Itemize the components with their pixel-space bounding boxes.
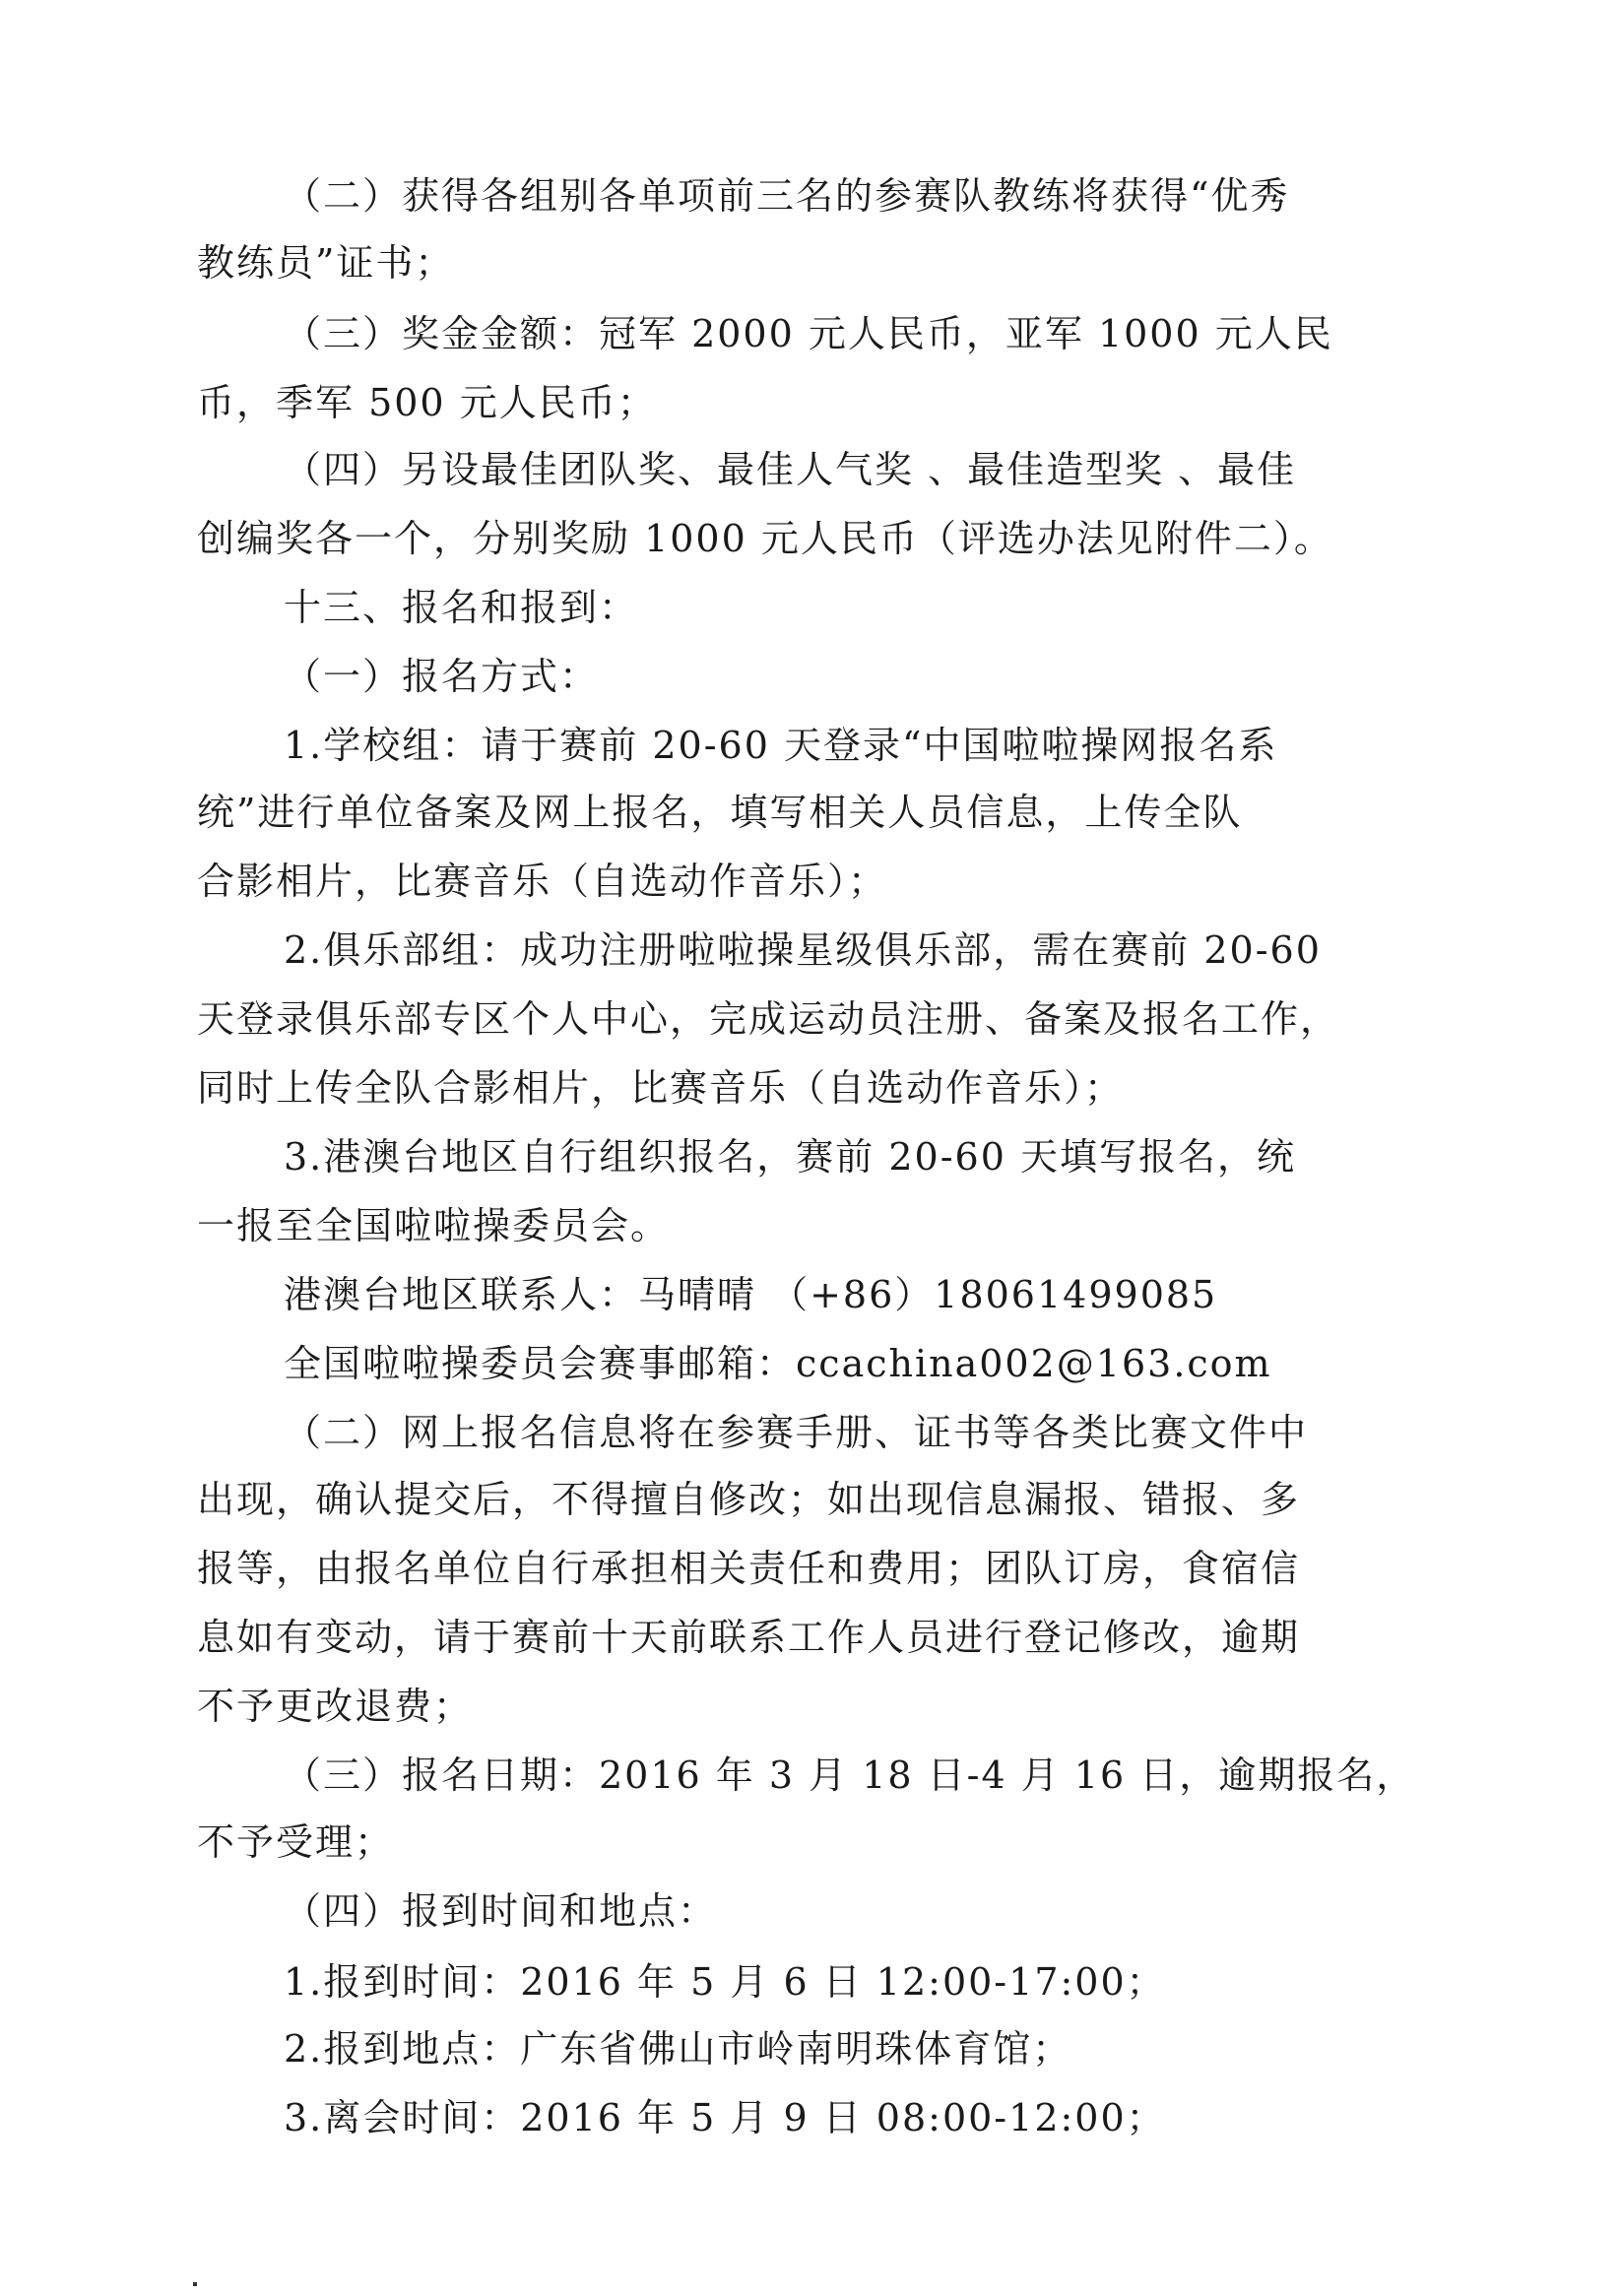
subsection-heading: （一）报名方式： [284, 655, 600, 698]
paragraph-line: 不予更改退费； [197, 1685, 474, 1728]
paragraph-line: 息如有变动，请于赛前十天前联系工作人员进行登记修改，逾期 [197, 1616, 1301, 1659]
paragraph-line: 2.俱乐部组：成功注册啦啦操星级俱乐部，需在赛前 20-60 [284, 928, 1322, 972]
paragraph-line: 3.离会时间：2016 年 5 月 9 日 08:00-12:00； [284, 2096, 1166, 2139]
paragraph-line: 1.报到时间：2016 年 5 月 6 日 12:00-17:00； [284, 1960, 1166, 2004]
paragraph-line: 合影相片，比赛音乐（自选动作音乐）； [197, 860, 888, 903]
paragraph-line: 同时上传全队合影相片，比赛音乐（自选动作音乐）； [197, 1066, 1125, 1110]
paragraph-line: （二）获得各组别各单项前三名的参赛队教练将获得“优秀 [284, 174, 1290, 218]
paragraph-line: 币，季军 500 元人民币； [197, 381, 657, 424]
section-heading: 十三、报名和报到： [284, 586, 639, 629]
paragraph-line: 一报至全国啦啦操委员会。 [197, 1204, 671, 1247]
paragraph-line: 不予受理； [197, 1820, 395, 1864]
scan-speck [193, 2282, 197, 2286]
paragraph-line: （四）另设最佳团队奖、最佳人气奖 、最佳造型奖 、最佳 [284, 448, 1297, 491]
subsection-heading: （四）报到时间和地点： [284, 1889, 718, 1933]
paragraph-line: 创编奖各一个，分别奖励 1000 元人民币（评选办法见附件二）。 [197, 517, 1333, 560]
paragraph-line: 天登录俱乐部专区个人中心，完成运动员注册、备案及报名工作， [197, 997, 1340, 1041]
paragraph-line: 统”进行单位备案及网上报名，填写相关人员信息，上传全队 [197, 791, 1243, 834]
paragraph-line: 3.港澳台地区自行组织报名，赛前 20-60 天填写报名，统 [284, 1135, 1296, 1179]
paragraph-line: （三）奖金金额：冠军 2000 元人民币，亚军 1000 元人民 [284, 312, 1333, 355]
paragraph-line: 报等，由报名单位自行承担相关责任和费用；团队订房，食宿信 [197, 1547, 1301, 1590]
contact-line: 港澳台地区联系人：马晴晴 （+86）18061499085 [284, 1273, 1218, 1316]
email-line: 全国啦啦操委员会赛事邮箱：ccachina002@163.com [284, 1342, 1272, 1385]
paragraph-line: 出现，确认提交后，不得擅自修改；如出现信息漏报、错报、多 [197, 1478, 1301, 1521]
paragraph-line: （二）网上报名信息将在参赛手册、证书等各类比赛文件中 [284, 1411, 1309, 1454]
paragraph-line: 教练员”证书； [197, 241, 455, 285]
paragraph-line: 2.报到地点：广东省佛山市岭南明珠体育馆； [284, 2027, 1072, 2071]
paragraph-line: （三）报名日期：2016 年 3 月 18 日-4 月 16 日，逾期报名， [284, 1754, 1416, 1797]
paragraph-line: 1.学校组：请于赛前 20-60 天登录“中国啦啦操网报名系 [284, 724, 1278, 767]
